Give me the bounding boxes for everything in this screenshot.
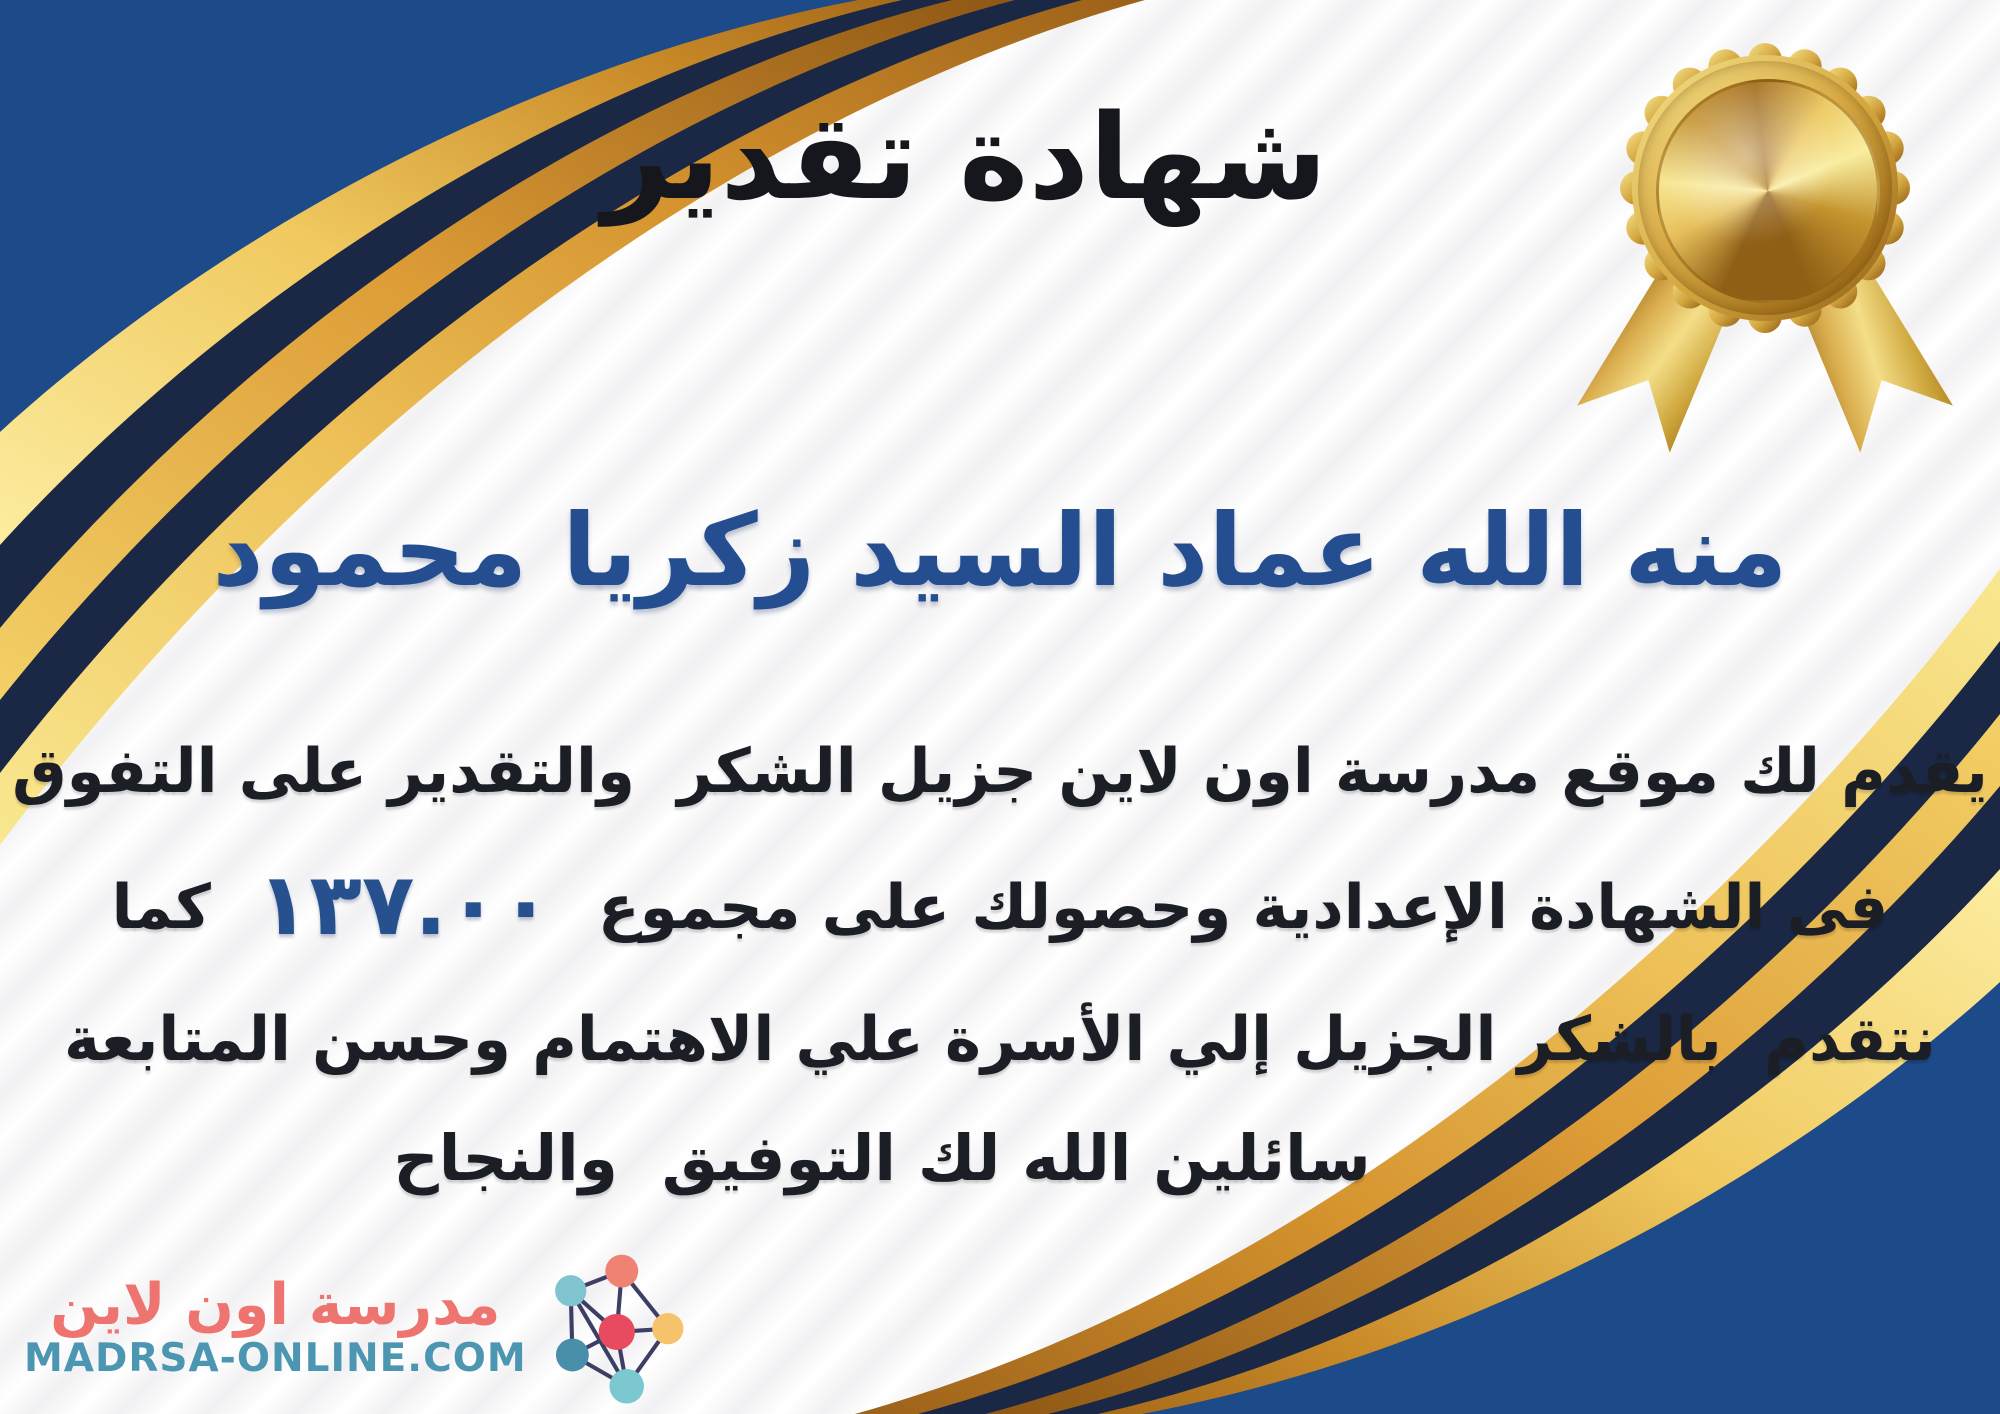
logo-domain-text: MADRSA-ONLINE.COM bbox=[24, 1336, 527, 1382]
body-line-2 bbox=[0, 827, 2000, 984]
score-value: ١٣٧.٠٠ bbox=[256, 855, 553, 956]
body-line-2-lead: فى الشهادة الإعدادية وحصولك على مجموع bbox=[598, 872, 1889, 944]
site-logo bbox=[24, 1248, 691, 1406]
network-graph-icon bbox=[541, 1248, 691, 1406]
closing-line: سائلين الله لك التوفيق والنجاح bbox=[393, 1122, 1371, 1195]
body-line-2-tail: كما bbox=[111, 872, 211, 944]
body-line-1: يقدم لك موقع مدرسة اون لاين جزيل الشكر والتقدير على التفوق bbox=[12, 736, 1988, 807]
certificate-title: شهادة تقدير bbox=[602, 88, 1328, 226]
body-line-3: نتقدم بالشكر الجزيل إلي الأسرة علي الاهتمام وحسن المتابعة bbox=[64, 1003, 1936, 1075]
logo-arabic-text: مدرسة اون لاين bbox=[50, 1271, 501, 1338]
site-logo-text bbox=[24, 1273, 527, 1381]
recipient-name: منه الله عماد السيد زكريا محمود bbox=[212, 492, 1788, 609]
certificate-body bbox=[0, 716, 2000, 1095]
